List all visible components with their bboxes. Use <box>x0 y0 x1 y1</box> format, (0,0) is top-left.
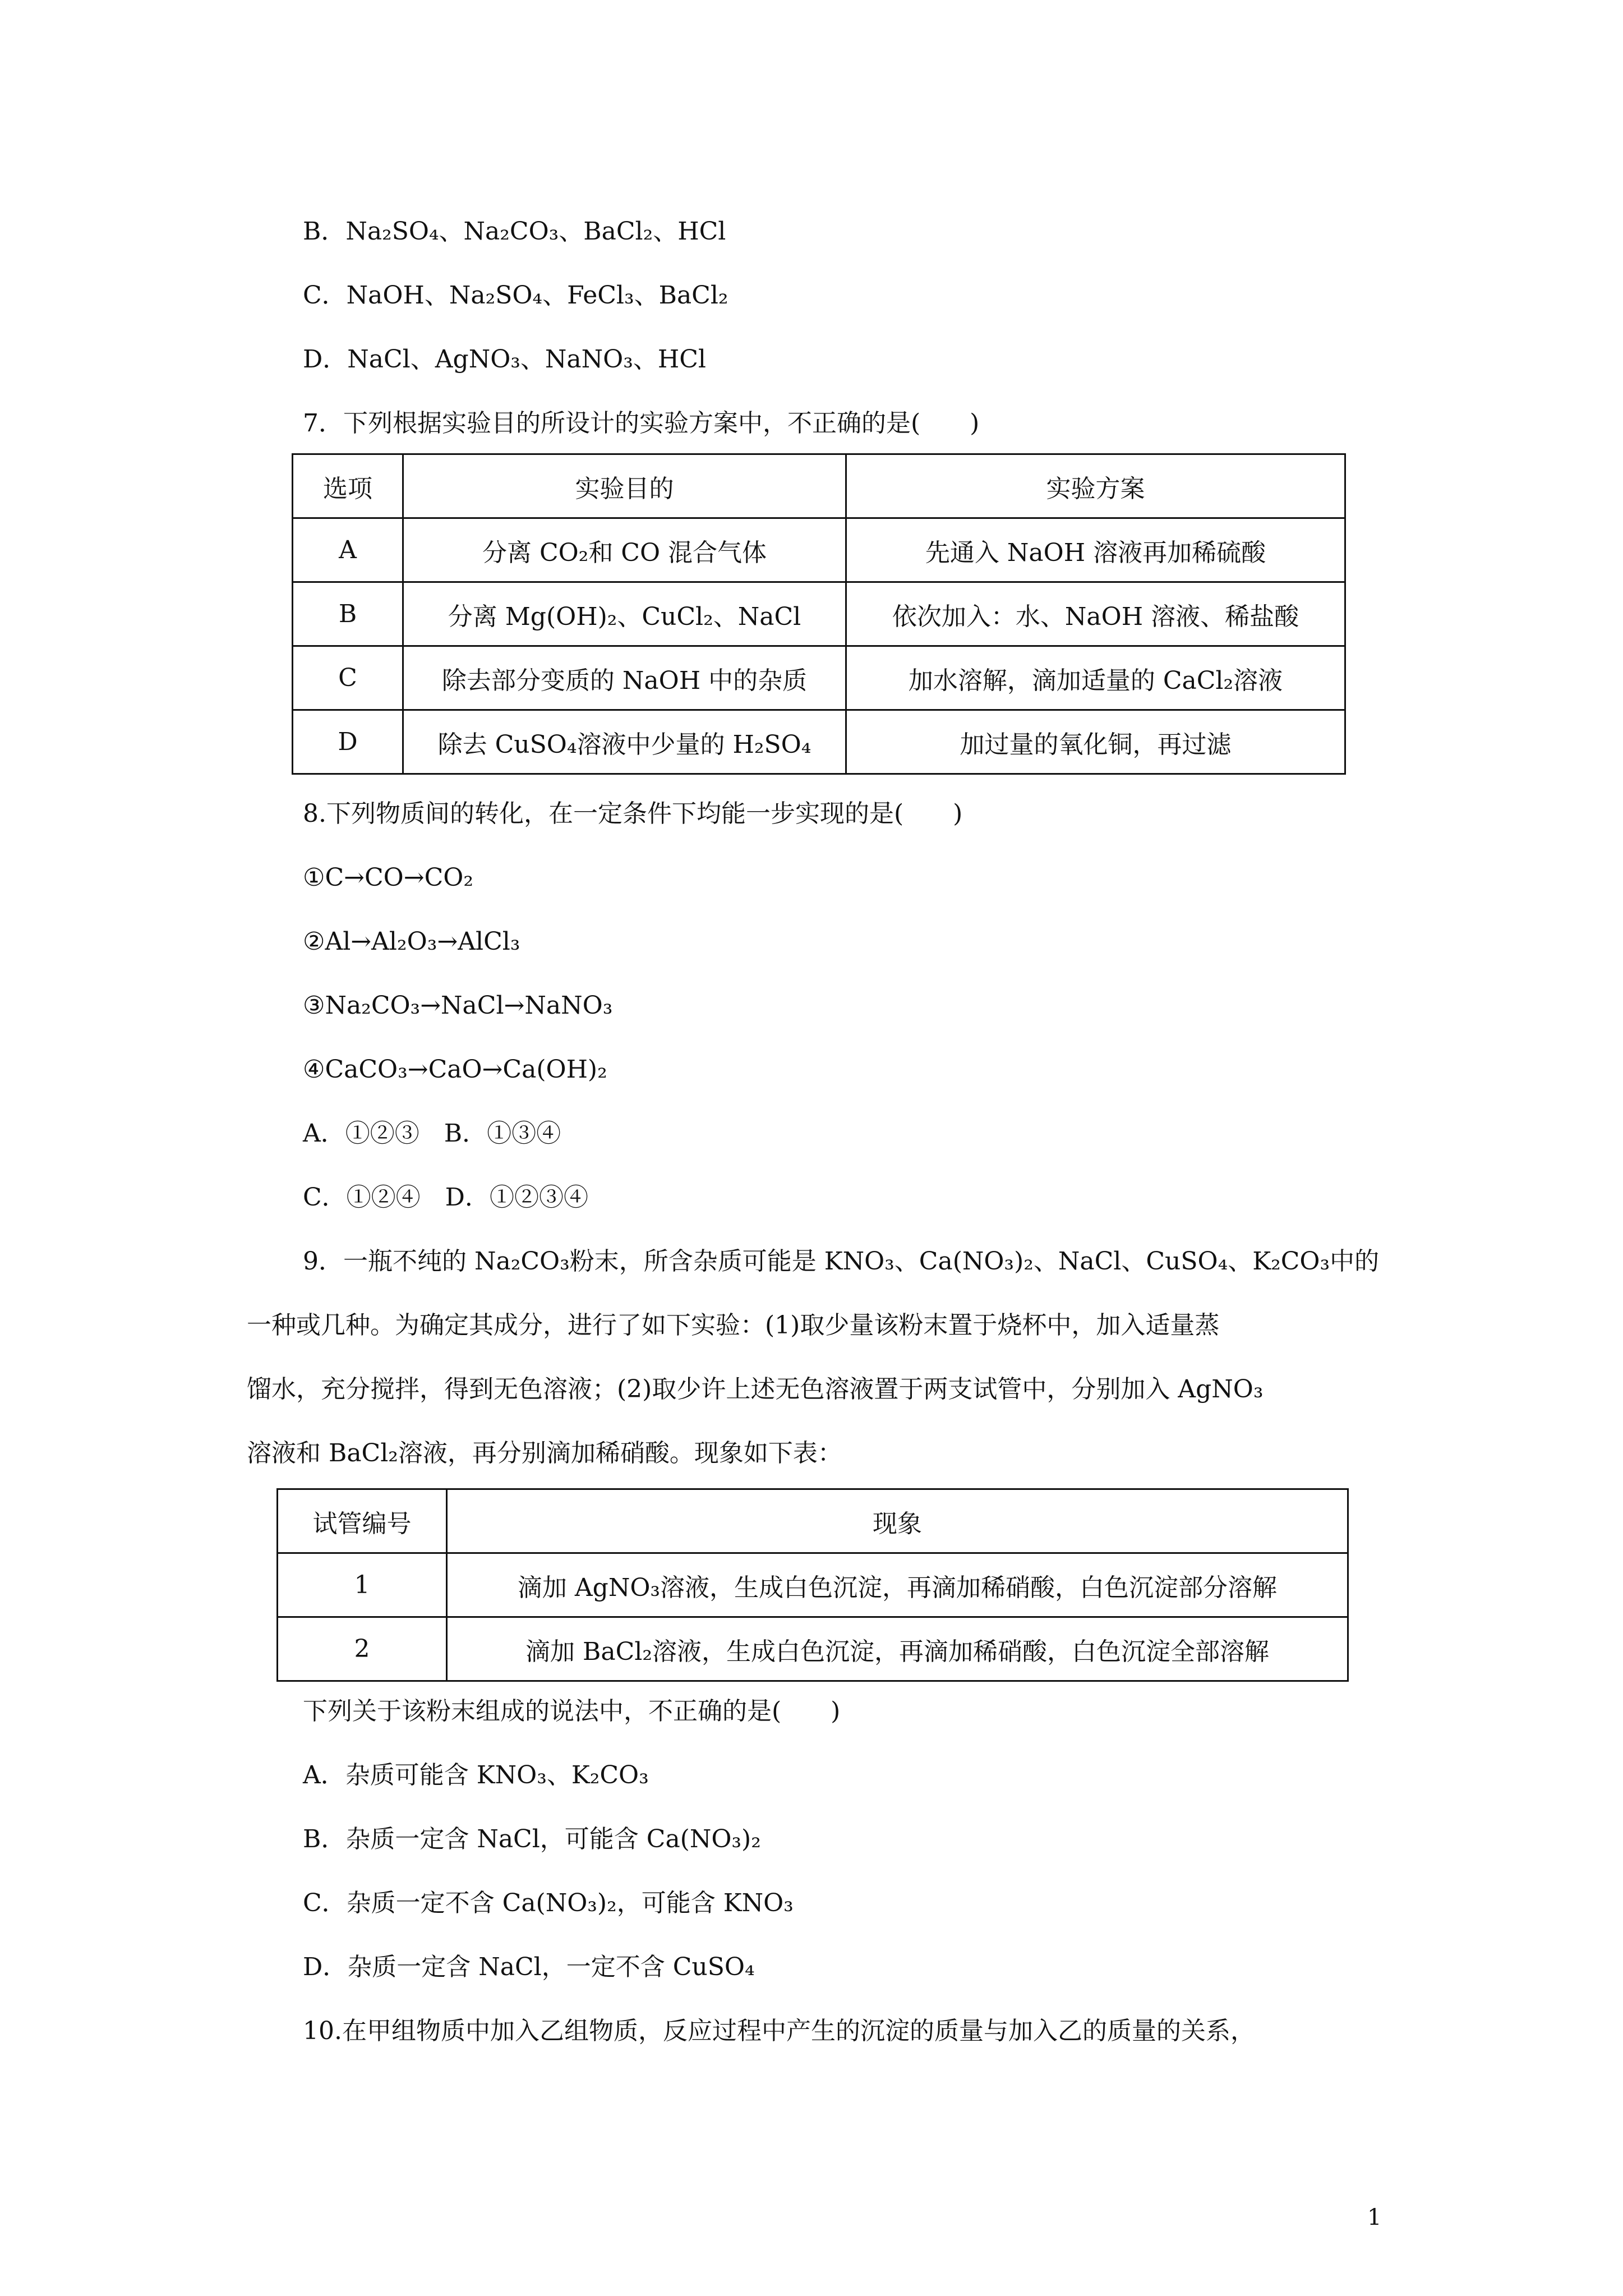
table-cell: 先通入 NaOH 溶液再加稀硫酸 <box>846 518 1345 582</box>
q9-option-c: C．杂质一定不含 Ca(NO₃)₂，可能含 KNO₃ <box>303 1889 794 1917</box>
table-cell: B <box>293 582 403 646</box>
q9-question: 下列关于该粉末组成的说法中，不正确的是( ) <box>303 1697 841 1726</box>
table-cell: 2 <box>278 1617 447 1681</box>
table-cell: 依次加入：水、NaOH 溶液、稀盐酸 <box>846 582 1345 646</box>
table-header-row <box>278 1489 1348 1553</box>
page-number: 1 <box>1367 2205 1382 2230</box>
table-header-cell: 试管编号 <box>278 1489 447 1553</box>
q8-options-ab: A．①②③ B．①③④ <box>303 1119 561 1148</box>
table-cell: 分离 CO₂和 CO 混合气体 <box>403 518 846 582</box>
table-cell: 除去 CuSO₄溶液中少量的 H₂SO₄ <box>403 710 846 774</box>
q9-stem-line-3: 馏水，充分搅拌，得到无色溶液；(2)取少许上述无色溶液置于两支试管中，分别加入 AgNO₃ <box>247 1375 1264 1404</box>
q8-item-2: ②Al→Al₂O₃→AlCl₃ <box>303 927 520 956</box>
table-row <box>278 1553 1348 1617</box>
table-cell: 滴加 AgNO₃溶液，生成白色沉淀，再滴加稀硝酸，白色沉淀部分溶解 <box>447 1553 1348 1617</box>
table-cell: D <box>293 710 403 774</box>
q9-stem-line-1: 9．一瓶不纯的 Na₂CO₃粉末，所含杂质可能是 KNO₃、Ca(NO₃)₂、NaCl、CuSO₄、K₂CO₃中的 <box>303 1247 1380 1276</box>
q9-table <box>276 1488 1349 1682</box>
table-cell: 分离 Mg(OH)₂、CuCl₂、NaCl <box>403 582 846 646</box>
q8-item-1: ①C→CO→CO₂ <box>303 863 473 892</box>
q7-table <box>292 453 1346 775</box>
q6-option-b: B．Na₂SO₄、Na₂CO₃、BaCl₂、HCl <box>303 217 726 246</box>
table-cell: 加过量的氧化铜，再过滤 <box>846 710 1345 774</box>
table-header-cell: 实验目的 <box>403 454 846 518</box>
table-row <box>293 710 1345 774</box>
table-header-cell: 现象 <box>447 1489 1348 1553</box>
q7-stem: 7．下列根据实验目的所设计的实验方案中，不正确的是( ) <box>303 409 980 438</box>
table-row <box>293 582 1345 646</box>
q9-stem-line-4: 溶液和 BaCl₂溶液，再分别滴加稀硝酸。现象如下表： <box>247 1439 842 1467</box>
q9-option-b: B．杂质一定含 NaCl，可能含 Ca(NO₃)₂ <box>303 1825 761 1853</box>
q6-option-c: C．NaOH、Na₂SO₄、FeCl₃、BaCl₂ <box>303 281 728 310</box>
table-row <box>293 518 1345 582</box>
q9-option-d: D．杂质一定含 NaCl，一定不含 CuSO₄ <box>303 1953 755 1981</box>
table-cell: 1 <box>278 1553 447 1617</box>
q8-item-3: ③Na₂CO₃→NaCl→NaNO₃ <box>303 991 613 1020</box>
table-row <box>278 1617 1348 1681</box>
q9-stem-line-2: 一种或几种。为确定其成分，进行了如下实验：(1)取少量该粉末置于烧杯中，加入适量蒸 <box>247 1311 1220 1340</box>
table-row <box>293 646 1345 710</box>
table-cell: C <box>293 646 403 710</box>
table-cell: 滴加 BaCl₂溶液，生成白色沉淀，再滴加稀硝酸，白色沉淀全部溶解 <box>447 1617 1348 1681</box>
table-header-row <box>293 454 1345 518</box>
table-cell: 除去部分变质的 NaOH 中的杂质 <box>403 646 846 710</box>
table-cell: 加水溶解，滴加适量的 CaCl₂溶液 <box>846 646 1345 710</box>
table-header-cell: 选项 <box>293 454 403 518</box>
q8-item-4: ④CaCO₃→CaO→Ca(OH)₂ <box>303 1055 607 1084</box>
q8-options-cd: C．①②④ D．①②③④ <box>303 1183 588 1212</box>
q9-option-a: A．杂质可能含 KNO₃、K₂CO₃ <box>303 1761 649 1789</box>
q10-stem: 10.在甲组物质中加入乙组物质，反应过程中产生的沉淀的质量与加入乙的质量的关系， <box>303 2017 1255 2045</box>
q6-option-d: D．NaCl、AgNO₃、NaNO₃、HCl <box>303 345 706 374</box>
table-header-cell: 实验方案 <box>846 454 1345 518</box>
table-cell: A <box>293 518 403 582</box>
q8-stem: 8.下列物质间的转化，在一定条件下均能一步实现的是( ) <box>303 799 963 828</box>
